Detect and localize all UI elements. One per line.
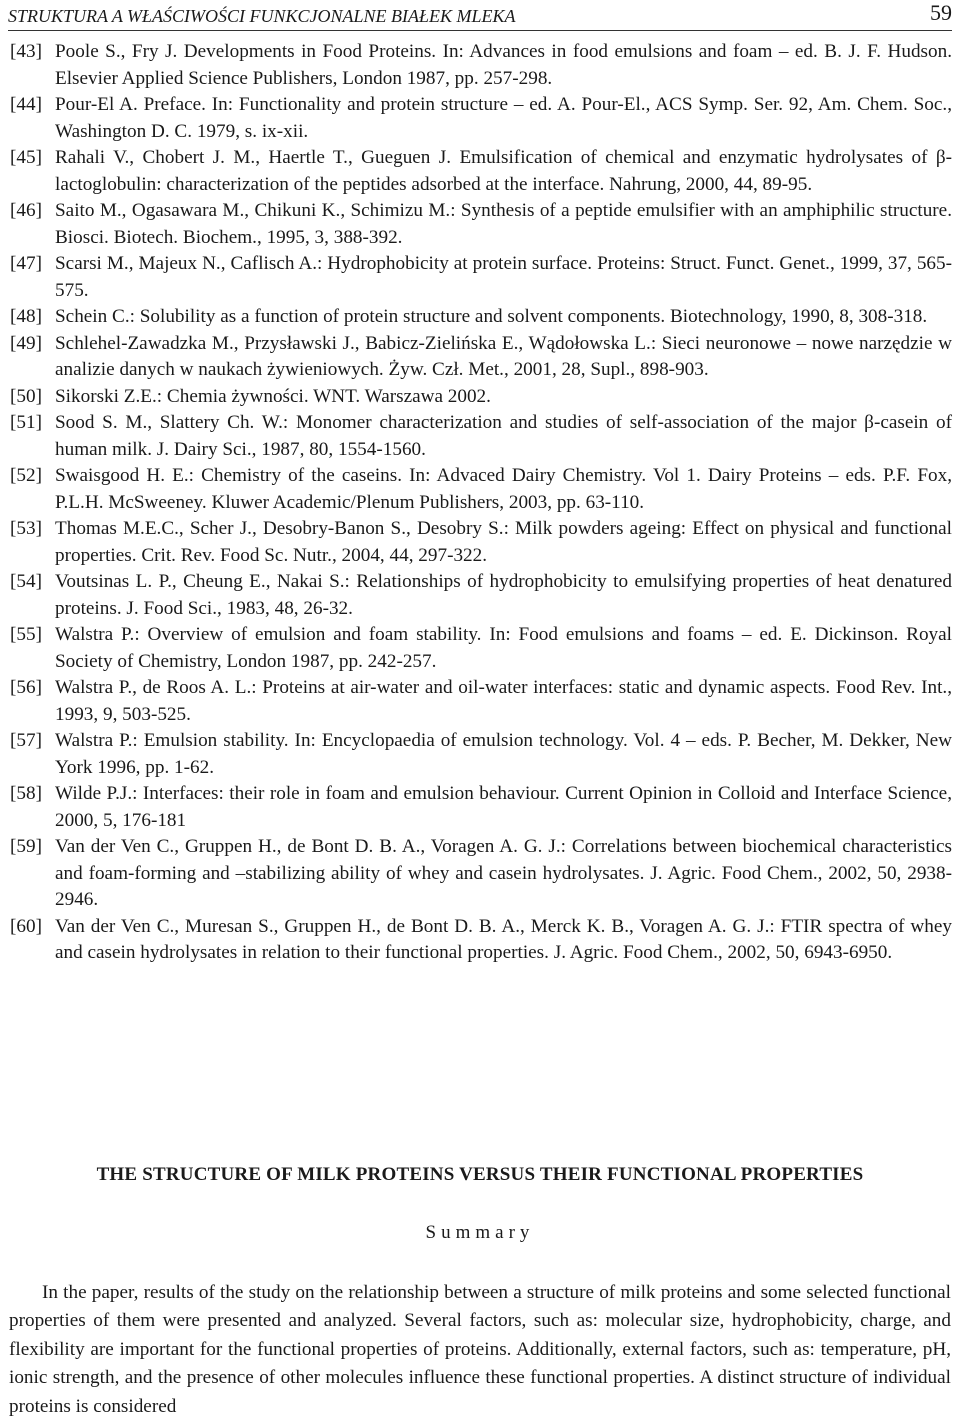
reference-item: [10, 516, 952, 569]
reference-item: [10, 463, 952, 516]
reference-list: [10, 39, 952, 967]
reference-text: Wilde P.J.: Interfaces: their role in foam and emulsion behaviour. Current Opinion in Colloid and Interface Science, 2000, 5, 176-181: [55, 783, 952, 831]
reference-text: Schlehel-Zawadzka M., Przysławski J., Babicz-Zielińska E., Wądołowska L.: Sieci neuronowe – nowe narzędzie w analizie danych w naukach żywieniowych. Żyw. Czł. Met., 2001, 28, Supl., 898-903.: [55, 332, 952, 380]
reference-item: [10, 384, 952, 411]
reference-number: [51]: [10, 412, 42, 433]
reference-number: [49]: [10, 332, 42, 354]
reference-number: [47]: [10, 253, 42, 274]
reference-number: [54]: [10, 571, 42, 592]
reference-number: [48]: [10, 306, 42, 327]
page-number: 59: [930, 0, 952, 25]
reference-text: Voutsinas L. P., Cheung E., Nakai S.: Relationships of hydrophobicity to emulsifying properties of heat denatured proteins. J. Food Sci., 1983, 48, 26-32.: [55, 571, 952, 619]
reference-text: Swaisgood H. E.: Chemistry of the caseins. In: Advaced Dairy Chemistry. Vol 1. Dairy Proteins – eds. P.F. Fox, P.L.H. McSweeney. Kluwer Academic/Plenum Publishers, 2003, pp. 63-110.: [55, 465, 952, 513]
reference-number: [57]: [10, 730, 42, 751]
reference-text: Thomas M.E.C., Scher J., Desobry-Banon S., Desobry S.: Milk powders ageing: Effect on physical and functional properties. Crit. Rev. Food Sc. Nutr., 2004, 44, 297-322.: [55, 518, 952, 566]
reference-text: Walstra P., de Roos A. L.: Proteins at air-water and oil-water interfaces: static and dynamic aspects. Food Rev. Int., 1993, 9, 503-525.: [55, 677, 952, 725]
reference-item: [10, 834, 952, 914]
reference-number: [53]: [10, 518, 42, 539]
reference-item: [10, 251, 952, 304]
reference-number: [46]: [10, 200, 42, 221]
reference-text: Sood S. M., Slattery Ch. W.: Monomer characterization and studies of self-association of the major β-casein of human milk. J. Dairy Sci., 1987, 80, 1554-1560.: [55, 412, 952, 460]
reference-item: [10, 728, 952, 781]
reference-number: [59]: [10, 836, 42, 857]
running-header: [8, 0, 952, 31]
reference-item: [10, 92, 952, 145]
reference-number: [58]: [10, 783, 42, 804]
reference-text: Schein C.: Solubility as a function of protein structure and solvent components. Biotechnology, 1990, 8, 308-318.: [55, 306, 928, 327]
reference-number: [52]: [10, 465, 42, 486]
summary-heading: Summary: [425, 1222, 535, 1243]
reference-item: [10, 410, 952, 463]
reference-number: [55]: [10, 624, 42, 645]
reference-item: [10, 331, 952, 384]
reference-item: [10, 145, 952, 198]
reference-item: [10, 569, 952, 622]
summary-paragraph: In the paper, results of the study on the relationship between a structure of milk proteins and some selected functional properties of them were presented and analyzed. Several factors, such as: molecular size, hydrophobicity, charge, and flexibility are important for the functional properties of proteins. Additionally, external factors, such as: temperature, pH, ionic strength, and the presence of other molecules influence these functional properties. A distinct structure of individual proteins is considered: [9, 1282, 951, 1417]
running-title: STRUKTURA A WŁAŚCIWOŚCI FUNKCJONALNE BIAŁEK MLEKA: [8, 6, 516, 26]
section-title: THE STRUCTURE OF MILK PROTEINS VERSUS THEIR FUNCTIONAL PROPERTIES: [96, 1164, 864, 1185]
reference-text: Van der Ven C., Gruppen H., de Bont D. B. A., Voragen A. G. J.: Correlations between biochemical characteristics and foam-forming and –stabilizing ability of whey and casein hydrolysates. J. Agric. Food Chem., 2002, 50, 2938-2946.: [55, 836, 952, 910]
reference-number: [56]: [10, 677, 42, 698]
reference-item: [10, 198, 952, 251]
reference-number: [45]: [10, 147, 42, 168]
reference-item: [10, 304, 952, 331]
reference-number: [43]: [10, 41, 42, 62]
reference-text: Scarsi M., Majeux N., Caflisch A.: Hydrophobicity at protein surface. Proteins: Struct. Funct. Genet., 1999, 37, 565-575.: [55, 253, 952, 301]
reference-number: [50]: [10, 385, 42, 407]
reference-text: Walstra P.: Overview of emulsion and foam stability. In: Food emulsions and foams – ed. E. Dickinson. Royal Society of Chemistry, London 1987, pp. 242-257.: [55, 624, 952, 672]
reference-item: [10, 39, 952, 92]
reference-item: [10, 622, 952, 675]
reference-text: Pour-El A. Preface. In: Functionality and protein structure – ed. A. Pour-El., ACS Symp. Ser. 92, Am. Chem. Soc., Washington D. C. 1979, s. ix-xii.: [55, 94, 952, 142]
reference-text: Van der Ven C., Muresan S., Gruppen H., de Bont D. B. A., Merck K. B., Voragen A. G. J.: FTIR spectra of whey and casein hydrolysates in relation to their functional properties. J. Agric. Food Chem., 2002, 50, 6943-6950.: [55, 915, 952, 963]
reference-item: [10, 781, 952, 834]
reference-text: Saito M., Ogasawara M., Chikuni K., Schimizu M.: Synthesis of a peptide emulsifier with an amphiphilic structure. Biosci. Biotech. Biochem., 1995, 3, 388-392.: [55, 200, 952, 248]
reference-text: Walstra P.: Emulsion stability. In: Encyclopaedia of emulsion technology. Vol. 4 – eds. P. Becher, M. Dekker, New York 1996, pp. 1-62.: [55, 730, 952, 778]
reference-number: [60]: [10, 915, 42, 937]
reference-text: Rahali V., Chobert J. M., Haertle T., Gueguen J. Emulsification of chemical and enzymatic hydrolysates of β-lactoglobulin: characterization of the peptides adsorbed at the interface. Nahrung, 2000, 44, 89-95.: [55, 147, 952, 195]
reference-item: [10, 914, 952, 967]
reference-text: Poole S., Fry J. Developments in Food Proteins. In: Advances in food emulsions and foam – ed. B. J. F. Hudson. Elsevier Applied Science Publishers, London 1987, pp. 257-298.: [55, 41, 952, 89]
reference-item: [10, 675, 952, 728]
reference-text: Sikorski Z.E.: Chemia żywności. WNT. Warszawa 2002.: [55, 385, 491, 407]
reference-number: [44]: [10, 94, 42, 115]
